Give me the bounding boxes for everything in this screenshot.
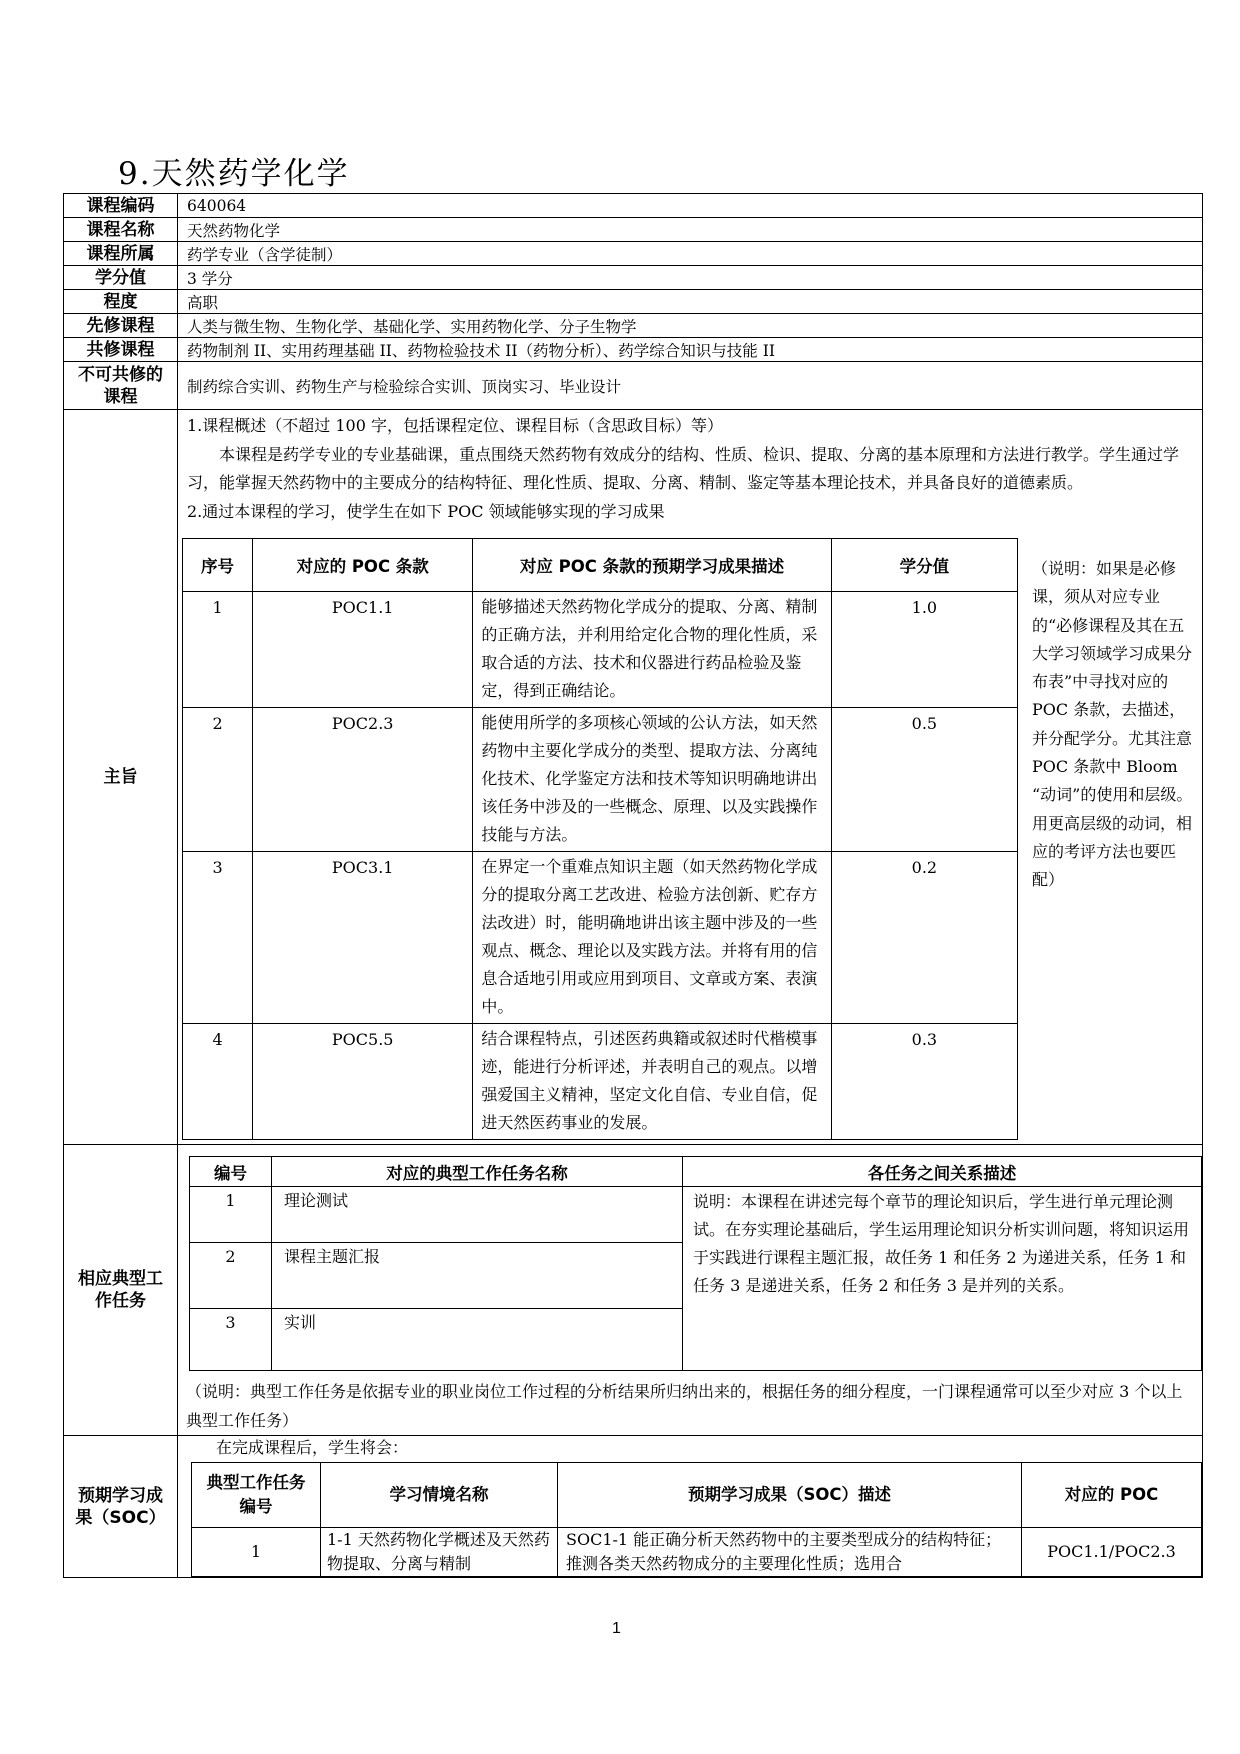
poc-code: POC1.1 <box>253 592 473 708</box>
tasks-header: 编号 <box>190 1157 272 1187</box>
info-label: 程度 <box>64 290 178 314</box>
task-no: 1 <box>190 1187 272 1243</box>
info-label: 不可共修的课程 <box>64 362 178 410</box>
soc-intro: 在完成课程后，学生将会： <box>216 1438 409 1457</box>
soc-header: 预期学习成果（SOC）描述 <box>558 1463 1022 1528</box>
side-note: （说明：如果是必修课，须从对应专业的“必修课程及其在五大学习领域学习成果分布表”中寻找对应的 POC 条款，去描述，并分配学分。尤其注意 POC 条款中 Bloom “动词”的使用和层级。用更高层级的动词，相应的考评方法也要匹配） <box>1032 559 1193 890</box>
soc-header: 典型工作任务编号 <box>192 1463 321 1528</box>
tasks-table <box>189 1156 1202 1371</box>
info-value: 高职 <box>178 290 1203 314</box>
task-no: 2 <box>190 1243 272 1309</box>
overview-title: 1.课程概述（不超过 100 字，包括课程定位、课程目标（含思政目标）等） <box>187 416 723 435</box>
poc-code: POC3.1 <box>253 852 473 1024</box>
poc-credit: 0.5 <box>831 708 1017 852</box>
table-row <box>183 592 1018 708</box>
task-name: 理论测试 <box>272 1187 683 1243</box>
tasks-label: 相应典型工作任务 <box>64 1145 178 1436</box>
task-no: 3 <box>190 1309 272 1371</box>
poc-credit: 0.2 <box>831 852 1017 1024</box>
info-label: 共修课程 <box>64 338 178 362</box>
info-label: 课程名称 <box>64 218 178 242</box>
table-row <box>183 708 1018 852</box>
soc-header: 对应的 POC <box>1022 1463 1202 1528</box>
poc-no: 1 <box>183 592 253 708</box>
info-label: 先修课程 <box>64 314 178 338</box>
poc-credit: 1.0 <box>831 592 1017 708</box>
tasks-header: 对应的典型工作任务名称 <box>272 1157 683 1187</box>
soc-context: 1-1 天然药物化学概述及天然药物提取、分离与精制 <box>321 1528 558 1577</box>
poc-desc: 结合课程特点，引述医药典籍或叙述时代楷模事迹，能进行分析评述，并表明自己的观点。以增强爱国主义精神，坚定文化自信、专业自信，促进天然医药事业的发展。 <box>473 1024 831 1140</box>
poc-table <box>182 538 1018 1140</box>
info-value: 3 学分 <box>178 266 1203 290</box>
table-row <box>183 1024 1018 1140</box>
info-label: 课程编码 <box>64 194 178 218</box>
info-value: 人类与微生物、生物化学、基础化学、实用药物化学、分子生物学 <box>178 314 1203 338</box>
poc-credit: 0.3 <box>831 1024 1017 1140</box>
info-value: 640064 <box>178 194 1203 218</box>
info-value: 制药综合实训、药物生产与检验综合实训、顶岗实习、毕业设计 <box>178 362 1203 410</box>
poc-header: 学分值 <box>831 539 1017 592</box>
page-title: 9.天然药学化学 <box>118 156 350 192</box>
poc-no: 2 <box>183 708 253 852</box>
soc-table <box>191 1462 1202 1577</box>
outcome-title: 2.通过本课程的学习，使学生在如下 POC 领域能够实现的学习成果 <box>187 501 665 521</box>
page-number: 1 <box>612 1620 621 1637</box>
purpose-label: 主旨 <box>64 410 178 1145</box>
info-label: 课程所属 <box>64 242 178 266</box>
info-label: 学分值 <box>64 266 178 290</box>
poc-desc: 在界定一个重难点知识主题（如天然药物化学成分的提取分离工艺改进、检验方法创新、贮存方法改进）时，能明确地讲出该主题中涉及的一些观点、概念、理论以及实践方法。并将有用的信息合适地引用或应用到项目、文章或方案、表演中。 <box>473 852 831 1024</box>
info-value: 药物制剂 II、实用药理基础 II、药物检验技术 II（药物分析）、药学综合知识与技能 II <box>178 338 1203 362</box>
poc-header: 对应 POC 条款的预期学习成果描述 <box>473 539 831 592</box>
poc-code: POC5.5 <box>253 1024 473 1140</box>
task-relation: 说明：本课程在讲述完每个章节的理论知识后，学生进行单元理论测试。在夯实理论基础后，学生运用理论知识分析实训问题，将知识运用于实践进行课程主题汇报，故任务 1 和任务 2 为递进关系，任务 1 和任务 3 是递进关系，任务 2 和任务 3 是并列的关系。 <box>683 1187 1202 1371</box>
task-name: 课程主题汇报 <box>272 1243 683 1309</box>
tasks-header: 各任务之间关系描述 <box>683 1157 1202 1187</box>
soc-desc: SOC1-1 能正确分析天然药物中的主要类型成分的结构特征；推测各类天然药物成分的主要理化性质；选用合 <box>558 1528 1022 1577</box>
poc-header: 对应的 POC 条款 <box>253 539 473 592</box>
tasks-note: （说明：典型工作任务是依据专业的职业岗位工作过程的分析结果所归纳出来的，根据任务的细分程度，一门课程通常可以至少对应 3 个以上典型工作任务） <box>186 1382 1183 1430</box>
poc-code: POC2.3 <box>253 708 473 852</box>
soc-label: 预期学习成果（SOC） <box>64 1436 178 1578</box>
soc-header: 学习情境名称 <box>321 1463 558 1528</box>
info-value: 药学专业（含学徒制） <box>178 242 1203 266</box>
poc-no: 3 <box>183 852 253 1024</box>
soc-poc: POC1.1/POC2.3 <box>1022 1528 1202 1577</box>
overview-text: 本课程是药学专业的专业基础课，重点围绕天然药物有效成分的结构、性质、检识、提取、分离的基本原理和方法进行教学。学生通过学习，能掌握天然药物中的主要成分的结构特征、理化性质、提取、分离、精制、鉴定等基本理论技术，并具备良好的道德素质。 <box>187 444 1180 492</box>
poc-desc: 能使用所学的多项核心领域的公认方法，如天然药物中主要化学成分的类型、提取方法、分离纯化技术、化学鉴定方法和技术等知识明确地讲出该任务中涉及的一些概念、原理、以及实践操作技能与方法。 <box>473 708 831 852</box>
poc-header: 序号 <box>183 539 253 592</box>
soc-no: 1 <box>192 1528 321 1577</box>
poc-desc: 能够描述天然药物化学成分的提取、分离、精制的正确方法，并利用给定化合物的理化性质，采取合适的方法、技术和仪器进行药品检验及鉴定，得到正确结论。 <box>473 592 831 708</box>
table-row <box>192 1528 1202 1577</box>
table-row <box>190 1187 1202 1243</box>
table-row <box>183 852 1018 1024</box>
info-value: 天然药物化学 <box>178 218 1203 242</box>
task-name: 实训 <box>272 1309 683 1371</box>
poc-no: 4 <box>183 1024 253 1140</box>
